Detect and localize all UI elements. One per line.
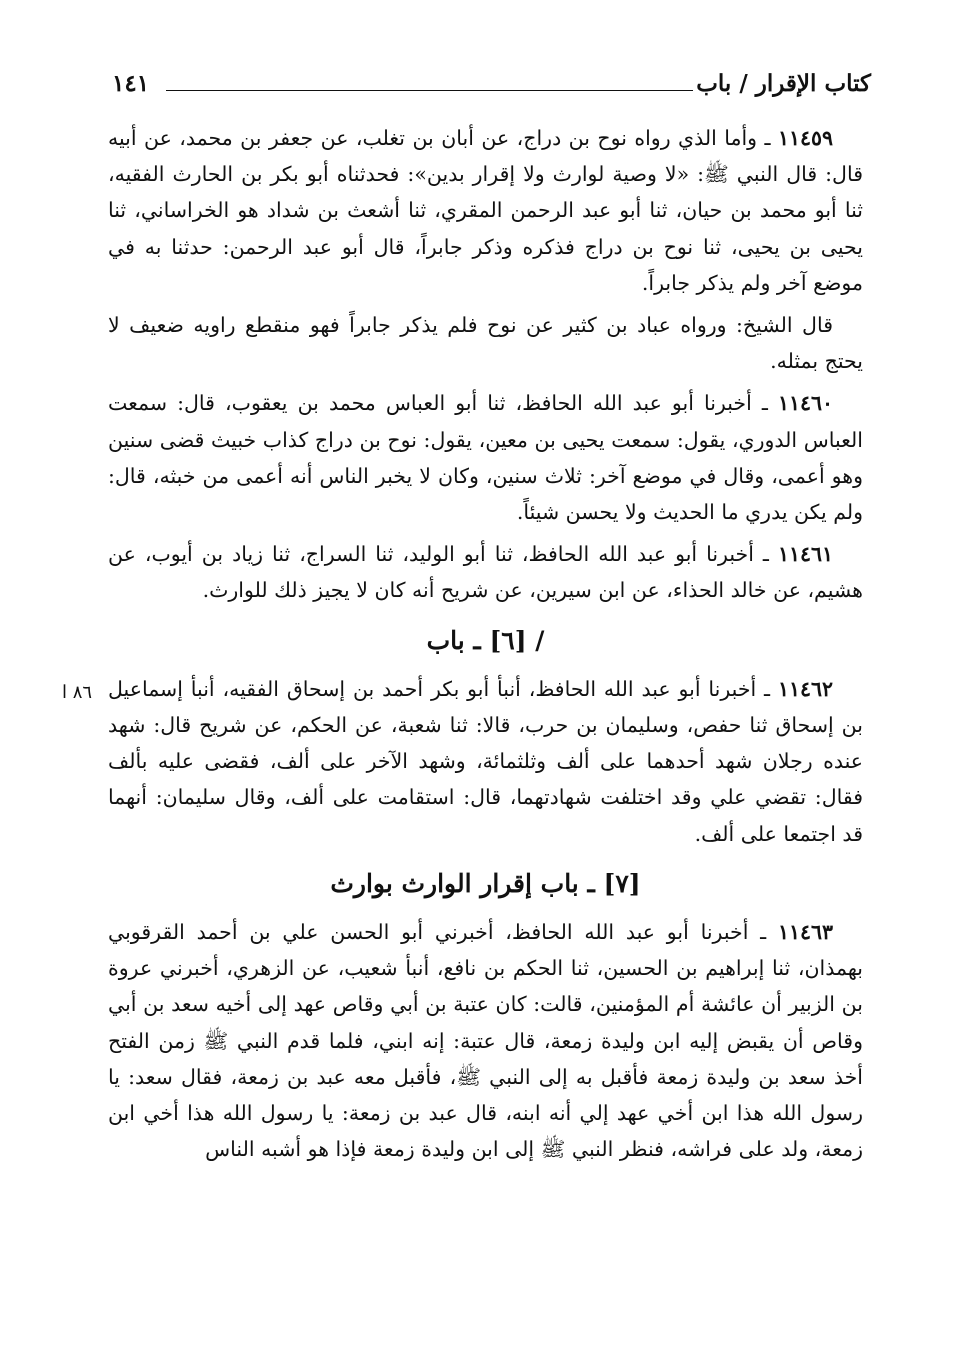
page-body bbox=[108, 120, 863, 1173]
commentary-text: قال الشيخ: ورواه عباد بن كثير عن نوح فلم يذكر جابراً فهو منقطع راويه ضعيف لا يحتج بمثله. bbox=[108, 313, 863, 374]
hadith-number: ١١٤٦٣ bbox=[777, 920, 833, 945]
hadith-number: ١١٤٥٩ bbox=[777, 126, 833, 150]
hadith-paragraph bbox=[108, 914, 863, 1167]
header-rule bbox=[166, 90, 693, 91]
hadith-paragraph bbox=[108, 120, 863, 301]
hadith-paragraph bbox=[108, 536, 863, 608]
hadith-number: ١١٤٦١ bbox=[777, 542, 833, 567]
hadith-number: ١١٤٦٠ bbox=[777, 391, 833, 416]
hadith-text: ـ أخبرنا أبو عبد الله الحافظ، أنبأ أبو بكر أحمد بن إسحاق الفقيه، أنبأ إسماعيل بن إسحاق ثنا حفص، وسليمان بن حرب، قالا: ثنا شعبة، عن الحكم، عن شريح قال: شهد عنده رجلان شهد أحدهما على ألف وثلثمائة، وشهد الآخر على ألف، فقضى عليه بألف فقال: تقضي علي وقد اختلفت شهادتهما، قال: استقامت على ألف، وقال سليمان: أنهما قد اجتمعا على ألف. bbox=[108, 676, 863, 846]
hadith-text: ـ أخبرنا أبو عبد الله الحافظ، ثنا أبو الوليد، ثنا السراج، ثنا زياد بن أيوب، عن هشيم، عن خالد الحذاء، عن ابن سيرين، عن شريح أنه كان لا يجيز ذلك للوارث. bbox=[108, 542, 863, 603]
running-title: كتاب الإقرار / باب bbox=[696, 70, 871, 97]
hadith-text: ـ وأما الذي رواه نوح بن دراج، عن أبان بن تغلب، عن جعفر بن محمد، عن أبيه قال: قال النبي ﷺ: «لا وصية لوارث ولا إقرار بدين»: فحدثناه أبو بكر بن الحارث الفقيه، ثنا أبو محمد بن حيان، ثنا أبو عبد الرحمن المقري، ثنا أشعث بن شداد هو الخراساني، ثنا يحيى بن يحيى، ثنا نوح بن دراج فذكره وذكر جابراً، قال أبو عبد الرحمن: حدثنا به في موضع آخر ولم يذكر جابراً. bbox=[108, 126, 863, 295]
chapter-heading-7: [٧] ـ باب إقرار الوارث بوارث bbox=[330, 868, 641, 898]
running-header bbox=[112, 70, 871, 110]
commentary-paragraph bbox=[108, 307, 863, 379]
hadith-paragraph bbox=[108, 671, 863, 852]
hadith-text: ـ أخبرنا أبو عبد الله الحافظ، ثنا أبو العباس محمد بن يعقوب، قال: سمعت العباس الدوري، يقول: سمعت يحيى بن معين، يقول: نوح بن دراج كذاب خبيث قضى سنين وهو أعمى، وقال في موضع آخر: ثلاث سنين، وكان لا يخبر الناس أنه أعمى من خبثه، قال: ولم يكن يدري ما الحديث ولا يحسن شيئاً. bbox=[108, 391, 863, 525]
page-number: ١٤١ bbox=[112, 70, 150, 97]
hadith-paragraph bbox=[108, 385, 863, 530]
margin-marker: ٨٦ ا bbox=[62, 682, 93, 703]
hadith-text: ـ أخبرنا أبو عبد الله الحافظ، أخبرني أبو الحسن علي بن أحمد القرقوبي بهمذان، ثنا إبراهيم بن الحسين، ثنا الحكم بن نافع، أنبأ شعيب، عن الزهري، أخبرني عروة بن الزبير أن عائشة أم المؤمنين، قالت: كان عتبة بن أبي وقاص عهد إلى أخيه سعد بن أبي وقاص أن يقبض إليه ابن وليدة زمعة، قال عتبة: إنه ابني، فلما قدم النبي ﷺ زمن الفتح أخذ سعد بن وليدة زمعة فأقبل به إلى النبي ﷺ، فأقبل معه عبد بن زمعة، فقال سعد: يا رسول الله هذا ابن أخي عهد إلي أنه ابنه، قال عبد بن زمعة: يا رسول الله هذا أخي ابن زمعة، ولد على فراشه، فنظر النبي ﷺ إلى ابن وليدة زمعة فإذا هو أشبه الناس bbox=[108, 920, 863, 1162]
chapter-heading-6: / [٦] ـ باب bbox=[426, 625, 545, 655]
hadith-number: ١١٤٦٢ bbox=[777, 676, 833, 701]
